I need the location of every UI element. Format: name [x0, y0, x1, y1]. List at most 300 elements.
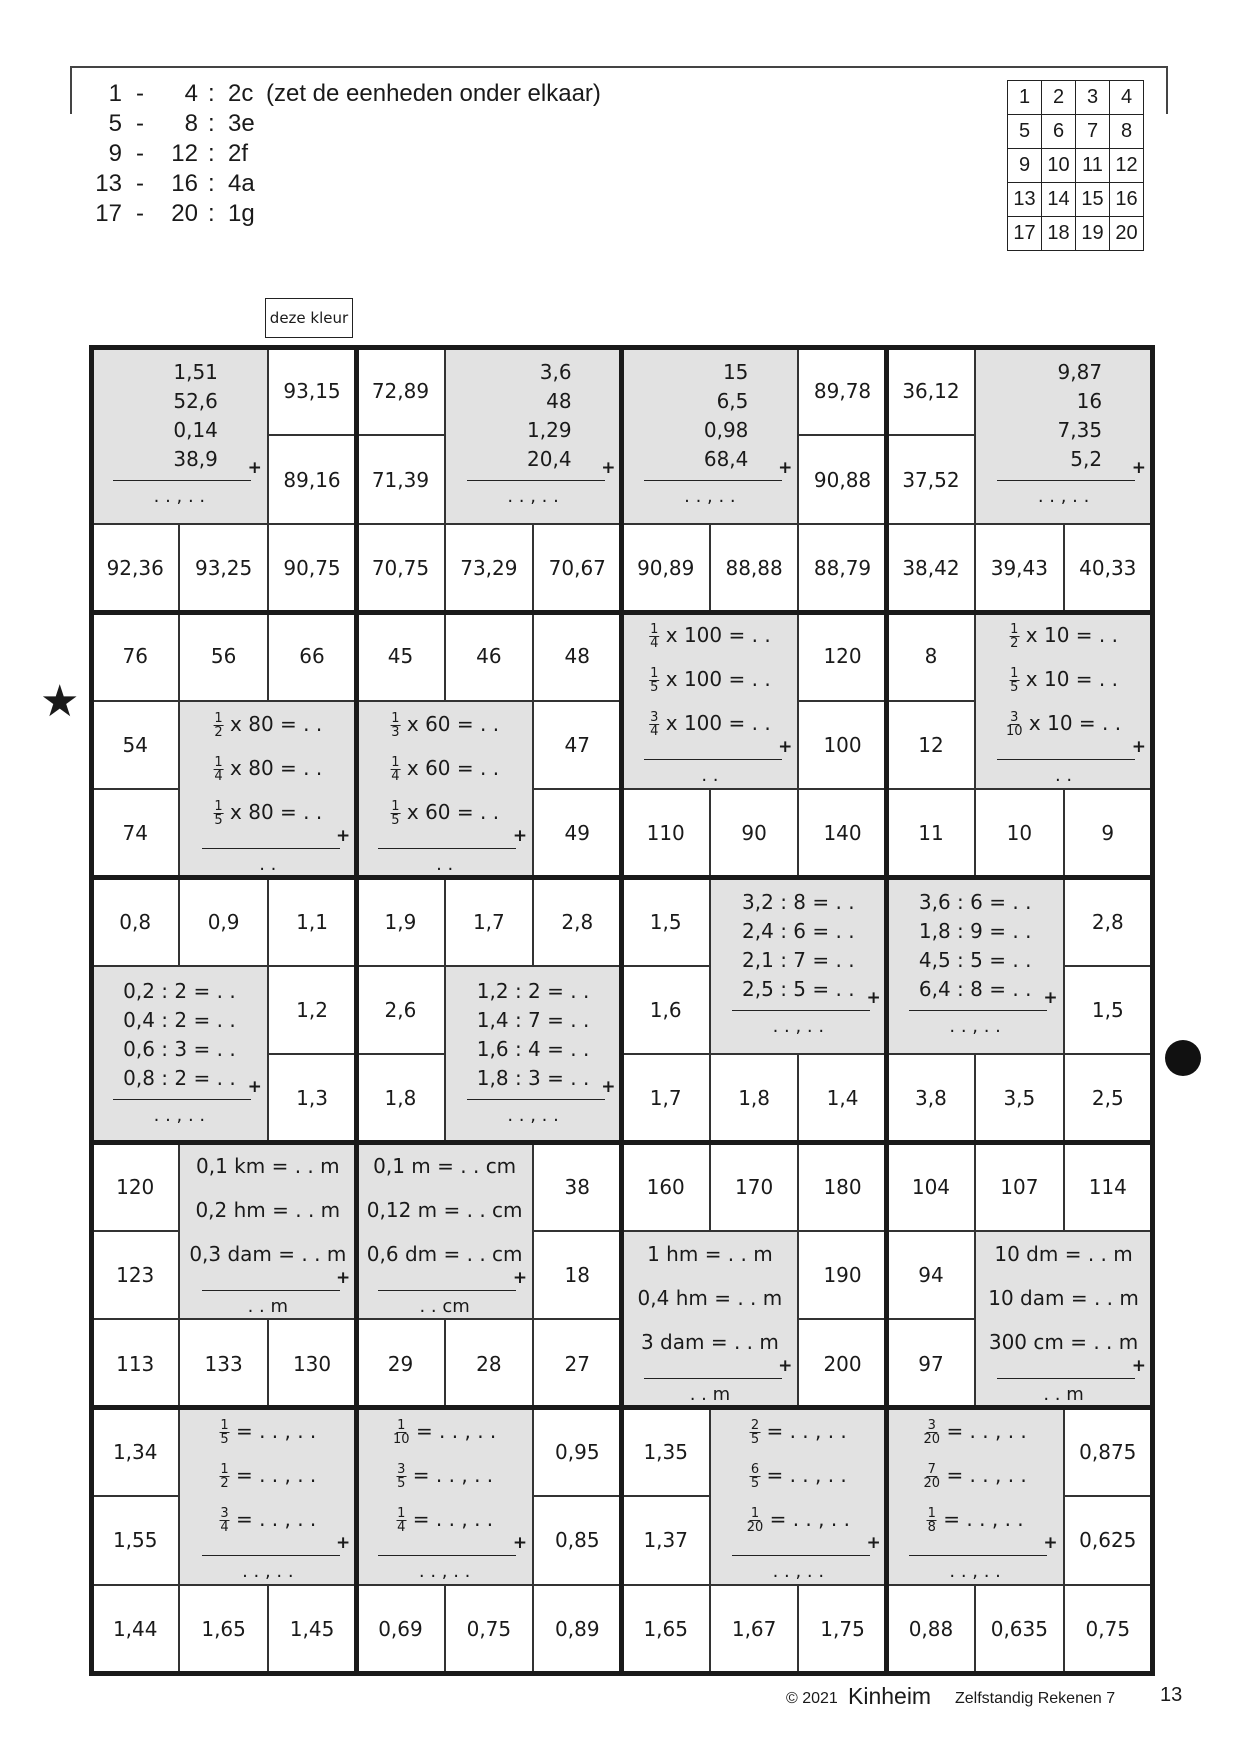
- key-row: [1008, 217, 1144, 251]
- task-line: [919, 977, 1032, 1001]
- task-text: 0,4 : 2 = . .: [123, 1007, 236, 1032]
- task-text: 3,2 : 8 = . .: [742, 890, 855, 915]
- task-line: [213, 712, 322, 739]
- task-line: [1058, 418, 1103, 442]
- answer-cell[interactable]: 45: [356, 612, 444, 700]
- task-text: 1,2 : 2 = . .: [476, 978, 590, 1003]
- task-line: [390, 756, 499, 783]
- answer-cell[interactable]: 0,88: [887, 1585, 975, 1673]
- task-line: [919, 948, 1032, 972]
- task-cell: [179, 701, 356, 878]
- fraction-numerator: 1: [391, 754, 400, 770]
- task-text: 4,5 : 5 = . .: [918, 948, 1032, 973]
- answer-cell[interactable]: 71,39: [356, 435, 444, 523]
- answer-cell[interactable]: 1,5: [622, 877, 710, 965]
- answer-cell[interactable]: 49: [533, 789, 621, 877]
- fraction: [1006, 711, 1023, 738]
- answer-cell[interactable]: 2,5: [1064, 1054, 1152, 1142]
- answer-cell[interactable]: 10: [975, 789, 1063, 877]
- task-cell: [975, 612, 1152, 789]
- range-colon: :: [208, 200, 215, 227]
- answer-cell[interactable]: 1,75: [798, 1585, 886, 1673]
- answer-cell[interactable]: 18: [533, 1231, 621, 1319]
- task-text: 68,4: [703, 447, 749, 471]
- answer-cell[interactable]: 0,89: [533, 1585, 621, 1673]
- fraction-numerator: 3: [927, 1417, 936, 1433]
- answer-cell[interactable]: 56: [179, 612, 267, 700]
- sum-line: [909, 1555, 1047, 1556]
- task-cell: [887, 877, 1064, 1054]
- task-text: 0,3 dam = . . m: [189, 1241, 347, 1266]
- answer-cell[interactable]: 37,52: [887, 435, 975, 523]
- fraction-numerator: 1: [214, 710, 223, 726]
- task-line: [393, 1419, 496, 1446]
- answer-cell[interactable]: 114: [1064, 1143, 1152, 1231]
- fraction-denominator: 4: [214, 768, 223, 784]
- task-text: x 80 = . .: [230, 799, 323, 824]
- answer-cell[interactable]: 1,37: [622, 1496, 710, 1584]
- answer-cell[interactable]: 27: [533, 1319, 621, 1407]
- key-cell: 8: [1110, 115, 1144, 149]
- answer-cell[interactable]: 190: [798, 1231, 886, 1319]
- answer-cell[interactable]: 54: [91, 701, 179, 789]
- fraction-denominator: 8: [927, 1519, 936, 1535]
- answer-cell[interactable]: 72,89: [356, 347, 444, 435]
- plus-sign: +: [336, 1532, 351, 1553]
- footer-copyright: © 2021: [786, 1690, 838, 1707]
- task-text: 1,51: [173, 360, 218, 384]
- answer-cell[interactable]: 11: [887, 789, 975, 877]
- task-text: 0,1 km = . . m: [196, 1153, 340, 1178]
- answer-cell[interactable]: 140: [798, 789, 886, 877]
- answer-cell[interactable]: 107: [975, 1143, 1063, 1231]
- fraction: [924, 1419, 941, 1446]
- task-cell: [179, 1408, 356, 1585]
- answer-cell[interactable]: 3,5: [975, 1054, 1063, 1142]
- answer-placeholder: . . , . .: [507, 486, 559, 507]
- answer-cell[interactable]: 110: [622, 789, 710, 877]
- key-cell: 2: [1042, 81, 1076, 115]
- task-text: 0,1 m = . . cm: [373, 1153, 517, 1178]
- task-line: [1006, 711, 1121, 738]
- answer-cell[interactable]: 76: [91, 612, 179, 700]
- instruction-code: 1g: [228, 200, 255, 227]
- task-line: [704, 447, 749, 471]
- answer-placeholder: . . , . .: [949, 1016, 1001, 1038]
- fraction-denominator: 4: [650, 724, 659, 740]
- task-text: 2,1 : 7 = . .: [742, 948, 855, 973]
- task-text: = . . , . .: [766, 1418, 847, 1443]
- sum-line: [113, 480, 251, 481]
- answer-cell[interactable]: 1,34: [91, 1408, 179, 1496]
- answer-cell[interactable]: 90,75: [268, 524, 356, 612]
- task-cell: [91, 347, 268, 524]
- task-line: [477, 979, 590, 1003]
- block-divider-horizontal: [89, 875, 1155, 880]
- fraction-numerator: 3: [220, 1505, 229, 1521]
- plus-sign: +: [336, 1267, 351, 1288]
- fraction-numerator: 1: [1010, 622, 1019, 638]
- key-cell: 12: [1110, 149, 1144, 183]
- fraction-denominator: 2: [220, 1475, 229, 1491]
- sum-line: [732, 1010, 870, 1011]
- task-text: = . . , . .: [412, 1506, 494, 1531]
- key-cell: 14: [1042, 183, 1076, 217]
- task-text: 10 dm = . . m: [994, 1242, 1133, 1266]
- fraction: [219, 1419, 229, 1446]
- key-cell: 7: [1076, 115, 1110, 149]
- dot-icon: [1165, 1040, 1201, 1076]
- answer-cell[interactable]: 1,2: [268, 966, 356, 1054]
- answer-cell[interactable]: 1,7: [622, 1054, 710, 1142]
- answer-cell[interactable]: 1,6: [622, 966, 710, 1054]
- key-row: [1008, 149, 1144, 183]
- block-divider-vertical: [354, 345, 359, 1676]
- task-cell: [445, 347, 622, 524]
- answer-cell[interactable]: 0,8: [91, 877, 179, 965]
- answer-cell[interactable]: 1,65: [179, 1585, 267, 1673]
- task-line: [1009, 667, 1118, 694]
- range-end: 16: [171, 170, 198, 197]
- answer-cell[interactable]: 93,15: [268, 347, 356, 435]
- fraction: [390, 712, 400, 739]
- answer-cell[interactable]: 47: [533, 701, 621, 789]
- task-text: = . . , . .: [412, 1462, 494, 1487]
- fraction: [396, 1507, 406, 1534]
- answer-cell[interactable]: 2,8: [533, 877, 621, 965]
- answer-cell[interactable]: 1,9: [356, 877, 444, 965]
- task-text: 3,6: [539, 360, 572, 384]
- range-start: 9: [108, 140, 122, 167]
- sum-line: [909, 1010, 1047, 1011]
- sum-line: [378, 1555, 516, 1556]
- task-line: [750, 1463, 847, 1490]
- answer-cell[interactable]: 1,7: [445, 877, 533, 965]
- answer-placeholder: . . , . .: [153, 1104, 206, 1126]
- answer-cell[interactable]: 2,6: [356, 966, 444, 1054]
- answer-cell[interactable]: 40,33: [1064, 524, 1152, 612]
- answer-placeholder: . .: [436, 853, 454, 875]
- answer-cell[interactable]: 70,75: [356, 524, 444, 612]
- answer-placeholder: . .: [259, 853, 277, 875]
- answer-cell[interactable]: 66: [268, 612, 356, 700]
- task-text: 1,4 : 7 = . .: [476, 1007, 590, 1032]
- answer-cell[interactable]: 70,67: [533, 524, 621, 612]
- task-line: [546, 389, 571, 413]
- range-end: 8: [184, 110, 198, 137]
- answer-placeholder: . . , . .: [507, 1104, 559, 1126]
- key-cell: 15: [1076, 183, 1110, 217]
- sum-line: [467, 1099, 605, 1100]
- fraction-numerator: 2: [750, 1417, 760, 1433]
- answer-cell[interactable]: 0,69: [356, 1585, 444, 1673]
- task-text: x 60 = . .: [406, 799, 500, 824]
- task-text: = . . , . .: [946, 1462, 1027, 1487]
- task-text: = . . , . .: [946, 1418, 1027, 1443]
- answer-cell[interactable]: 89,16: [268, 435, 356, 523]
- answer-cell[interactable]: 113: [91, 1319, 179, 1407]
- block-divider-vertical: [89, 345, 94, 1676]
- task-text: 2,4 : 6 = . .: [742, 919, 855, 944]
- task-cell: [91, 966, 268, 1143]
- task-line: [641, 1330, 779, 1354]
- task-line: [924, 1419, 1027, 1446]
- task-text: x 10 = . .: [1025, 667, 1118, 692]
- block-divider-vertical: [619, 345, 624, 1676]
- range-dash: -: [136, 170, 144, 197]
- color-label: deze kleur: [269, 309, 349, 327]
- fraction-denominator: 4: [220, 1519, 229, 1535]
- task-text: 0,6 : 3 = . .: [123, 1036, 236, 1061]
- task-line: [477, 1037, 590, 1061]
- footer-brand: Kinheim: [848, 1683, 932, 1709]
- answer-cell[interactable]: 92,36: [91, 524, 179, 612]
- answer-cell[interactable]: 8: [887, 612, 975, 700]
- task-line: [924, 1463, 1027, 1490]
- task-line: [196, 1154, 340, 1178]
- answer-cell[interactable]: 38: [533, 1143, 621, 1231]
- answer-cell[interactable]: 1,44: [91, 1585, 179, 1673]
- task-text: 1,8 : 3 = . .: [476, 1065, 590, 1090]
- sum-line: [644, 759, 782, 760]
- task-text: 6,4 : 8 = . .: [918, 977, 1032, 1002]
- fraction: [213, 712, 223, 739]
- task-line: [1009, 623, 1118, 650]
- fraction-denominator: 2: [1010, 636, 1019, 652]
- task-text: 1,8 : 9 = . .: [918, 919, 1032, 944]
- answer-cell[interactable]: 29: [356, 1319, 444, 1407]
- answer-cell[interactable]: 90,88: [798, 435, 886, 523]
- answer-cell[interactable]: 1,8: [710, 1054, 798, 1142]
- key-cell: 10: [1042, 149, 1076, 183]
- task-line: [219, 1419, 316, 1446]
- fraction: [219, 1507, 229, 1534]
- task-text: 1 hm = . . m: [647, 1242, 773, 1266]
- fraction-denominator: 3: [391, 724, 400, 740]
- answer-cell[interactable]: 90: [710, 789, 798, 877]
- key-cell: 4: [1110, 81, 1144, 115]
- answer-cell[interactable]: 0,9: [179, 877, 267, 965]
- answer-cell[interactable]: 36,12: [887, 347, 975, 435]
- key-cell: 16: [1110, 183, 1144, 217]
- task-line: [173, 360, 218, 384]
- fraction-numerator: 1: [750, 1505, 760, 1521]
- instruction-code: 2f: [228, 140, 249, 167]
- answer-placeholder: . . , . .: [242, 1560, 294, 1582]
- task-line: [195, 1198, 340, 1222]
- task-text: 0,6 dm = . . cm: [366, 1241, 523, 1266]
- plus-sign: +: [866, 988, 881, 1009]
- sum-line: [202, 1290, 340, 1291]
- task-text: = . . , . .: [769, 1506, 850, 1531]
- block-divider-horizontal: [89, 345, 1155, 350]
- range-end: 12: [171, 140, 198, 167]
- task-line: [747, 1507, 850, 1534]
- fraction-denominator: 5: [750, 1475, 760, 1491]
- fraction-numerator: 3: [397, 1461, 406, 1477]
- answer-cell[interactable]: 0,875: [1064, 1408, 1152, 1496]
- fraction: [750, 1463, 760, 1490]
- task-line: [367, 1242, 523, 1266]
- task-text: x 100 = . .: [665, 623, 771, 648]
- answer-placeholder: . . , . .: [949, 1560, 1001, 1582]
- answer-cell[interactable]: 120: [91, 1143, 179, 1231]
- plus-sign: +: [512, 1532, 528, 1553]
- sum-line: [378, 848, 516, 849]
- key-cell: 19: [1076, 217, 1110, 251]
- answer-placeholder: . . m: [689, 1384, 731, 1405]
- answer-cell[interactable]: 1,8: [356, 1054, 444, 1142]
- fraction-numerator: 1: [650, 666, 659, 682]
- range-colon: :: [208, 170, 215, 197]
- task-line: [219, 1507, 316, 1534]
- task-line: [989, 1330, 1138, 1354]
- answer-cell[interactable]: 38,42: [887, 524, 975, 612]
- sum-line: [202, 1555, 340, 1556]
- answer-cell[interactable]: 123: [91, 1231, 179, 1319]
- task-text: 0,12 m = . . cm: [366, 1197, 523, 1222]
- range-start: 5: [108, 110, 122, 137]
- answer-cell[interactable]: 88,79: [798, 524, 886, 612]
- answer-cell[interactable]: 1,55: [91, 1496, 179, 1584]
- key-cell: 18: [1042, 217, 1076, 251]
- answer-cell[interactable]: 88,88: [710, 524, 798, 612]
- task-cell: [356, 1143, 533, 1320]
- answer-cell[interactable]: 0,75: [1064, 1585, 1152, 1673]
- instruction-code: 3e: [228, 110, 255, 137]
- answer-placeholder: . . cm: [419, 1295, 470, 1317]
- answer-cell[interactable]: 1,3: [268, 1054, 356, 1142]
- answer-placeholder: . . , . .: [1037, 486, 1090, 507]
- task-line: [994, 1242, 1132, 1266]
- plus-sign: +: [336, 825, 351, 846]
- answer-cell[interactable]: 94: [887, 1231, 975, 1319]
- answer-cell[interactable]: 90,89: [622, 524, 710, 612]
- answer-cell[interactable]: 74: [91, 789, 179, 877]
- answer-cell[interactable]: 1,67: [710, 1585, 798, 1673]
- answer-cell[interactable]: 12: [887, 701, 975, 789]
- task-line: [704, 418, 749, 442]
- task-line: [742, 890, 855, 914]
- key-row: [1008, 115, 1144, 149]
- answer-cell[interactable]: 200: [798, 1319, 886, 1407]
- task-text: 0,98: [703, 418, 749, 442]
- fraction: [649, 667, 659, 694]
- answer-cell[interactable]: 28: [445, 1319, 533, 1407]
- key-cell: 3: [1076, 81, 1110, 115]
- task-text: x 10 = . .: [1025, 623, 1118, 648]
- answer-cell[interactable]: 133: [179, 1319, 267, 1407]
- answer-cell[interactable]: 93,25: [179, 524, 267, 612]
- task-line: [213, 756, 322, 783]
- task-line: [988, 1286, 1139, 1310]
- answer-cell[interactable]: 100: [798, 701, 886, 789]
- task-line: [1058, 360, 1103, 384]
- answer-cell[interactable]: 104: [887, 1143, 975, 1231]
- answer-cell[interactable]: 1,1: [268, 877, 356, 965]
- task-text: x 60 = . .: [406, 755, 500, 780]
- fraction: [1009, 623, 1019, 650]
- range-start: 13: [95, 170, 122, 197]
- task-cell: [887, 1408, 1064, 1585]
- block-divider-vertical: [884, 345, 889, 1676]
- sum-line: [467, 480, 605, 481]
- answer-cell[interactable]: 160: [622, 1143, 710, 1231]
- star-icon: ★: [40, 676, 80, 727]
- fraction: [396, 1463, 406, 1490]
- answer-cell[interactable]: 1,4: [798, 1054, 886, 1142]
- task-cell: [975, 1231, 1152, 1408]
- answer-cell[interactable]: 130: [268, 1319, 356, 1407]
- fraction-denominator: 5: [220, 1431, 229, 1447]
- answer-cell[interactable]: 0,625: [1064, 1496, 1152, 1584]
- answer-cell[interactable]: 120: [798, 612, 886, 700]
- answer-cell[interactable]: 73,29: [445, 524, 533, 612]
- task-text: x 100 = . .: [665, 711, 771, 736]
- task-text: 0,14: [173, 418, 218, 442]
- task-line: [750, 1419, 847, 1446]
- answer-cell[interactable]: 97: [887, 1319, 975, 1407]
- fraction-denominator: 5: [214, 812, 223, 828]
- plus-sign: +: [778, 1356, 793, 1376]
- task-text: 5,2: [1070, 447, 1103, 471]
- fraction-denominator: 20: [923, 1431, 941, 1447]
- task-line: [717, 389, 749, 413]
- task-cell: [710, 1408, 887, 1585]
- sum-line: [644, 480, 782, 481]
- task-text: 38,9: [173, 447, 218, 471]
- sum-line: [644, 1378, 782, 1379]
- fraction: [924, 1463, 941, 1490]
- answer-cell[interactable]: 0,85: [533, 1496, 621, 1584]
- answer-cell[interactable]: 39,43: [975, 524, 1063, 612]
- task-text: 1,6 : 4 = . .: [476, 1036, 590, 1061]
- task-text: 6,5: [716, 389, 749, 413]
- answer-cell[interactable]: 180: [798, 1143, 886, 1231]
- block-divider-horizontal: [89, 1671, 1155, 1676]
- answer-cell[interactable]: 0,75: [445, 1585, 533, 1673]
- answer-cell[interactable]: 1,45: [268, 1585, 356, 1673]
- answer-cell[interactable]: 0,95: [533, 1408, 621, 1496]
- answer-placeholder: . . , . .: [772, 1560, 825, 1582]
- task-line: [742, 948, 855, 972]
- answer-placeholder: . . , . .: [772, 1016, 825, 1038]
- answer-cell[interactable]: 0,635: [975, 1585, 1063, 1673]
- task-text: 3 dam = . . m: [640, 1330, 779, 1354]
- answer-cell[interactable]: 1,5: [1064, 966, 1152, 1054]
- task-text: x 10 = . .: [1028, 711, 1122, 736]
- answer-cell[interactable]: 170: [710, 1143, 798, 1231]
- answer-cell[interactable]: 1,65: [622, 1585, 710, 1673]
- answer-cell[interactable]: 3,8: [887, 1054, 975, 1142]
- answer-cell[interactable]: 2,8: [1064, 877, 1152, 965]
- answer-cell[interactable]: 46: [445, 612, 533, 700]
- answer-cell[interactable]: 48: [533, 612, 621, 700]
- task-line: [173, 389, 218, 413]
- footer-book-title: Zelfstandig Rekenen 7: [955, 1690, 1116, 1707]
- answer-cell[interactable]: 1,35: [622, 1408, 710, 1496]
- plus-sign: +: [1131, 1356, 1147, 1376]
- fraction-denominator: 10: [1006, 724, 1023, 740]
- answer-cell[interactable]: 89,78: [798, 347, 886, 435]
- answer-cell[interactable]: 9: [1064, 789, 1152, 877]
- fraction-numerator: 1: [397, 1417, 406, 1433]
- task-line: [173, 447, 218, 471]
- block-divider-horizontal: [89, 610, 1155, 615]
- range-colon: :: [208, 80, 215, 107]
- fraction: [219, 1463, 229, 1490]
- task-text: 10 dam = . . m: [988, 1286, 1139, 1310]
